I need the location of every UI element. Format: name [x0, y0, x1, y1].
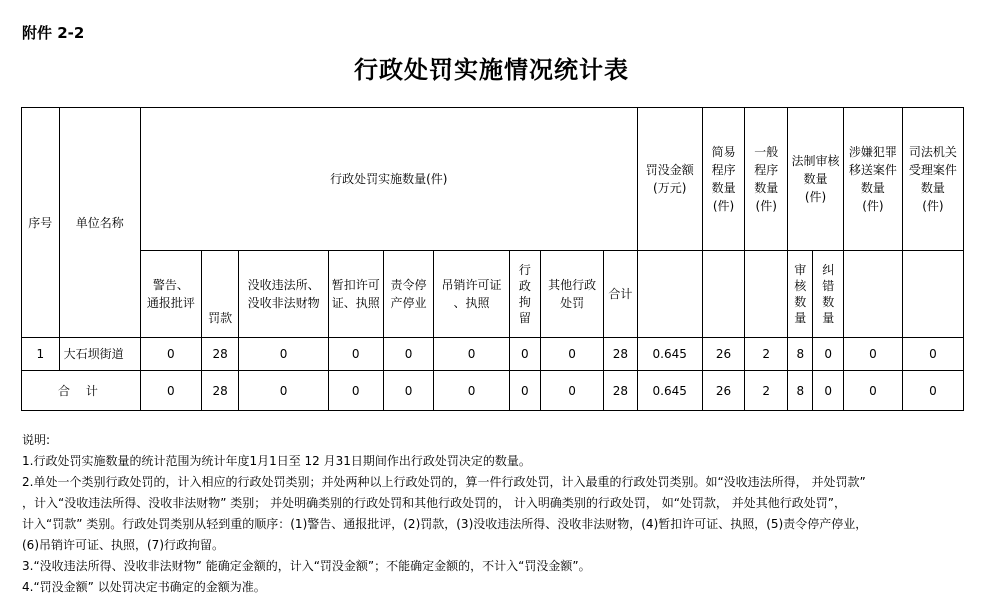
total-judicial: 0 — [902, 371, 963, 411]
total-confiscate: 0 — [239, 371, 328, 411]
notes-section — [22, 430, 967, 598]
header-suspend — [328, 251, 383, 338]
header-impl-count: 行政处罚实施数量(件) — [140, 108, 637, 251]
header-legal-line2: 数量 — [803, 172, 828, 186]
header-penalty-line2: (万元) — [653, 181, 687, 195]
header-warning-line2: 通报批评 — [146, 296, 195, 310]
note-line-6: 3.“没收违法所得、没收非法财物” 能确定金额的，计入“罚没金额”；不能确定金额的，不计入“罚没金额”。 — [22, 559, 591, 573]
header-penalty-amount — [637, 108, 702, 251]
total-detention: 0 — [509, 371, 540, 411]
header-subtotal: 合计 — [604, 251, 638, 338]
header-crime-empty — [843, 251, 902, 338]
header-general-line4: (件) — [755, 199, 777, 213]
header-order-stop-line1: 责令停 — [390, 278, 427, 292]
header-detention — [509, 251, 540, 338]
header-row-2 — [22, 251, 964, 338]
header-simple-empty — [702, 251, 745, 338]
header-legal-line3: (件) — [804, 190, 827, 204]
total-penalty-amount: 0.645 — [637, 371, 702, 411]
cell-warning: 0 — [140, 338, 201, 371]
header-revoke-line1: 吊销许可证 — [441, 278, 502, 292]
header-judicial-accept — [902, 108, 963, 251]
header-other-line1: 其他行政 — [548, 278, 597, 292]
header-penalty-empty — [637, 251, 702, 338]
cell-correct: 0 — [813, 338, 843, 371]
note-line-5: (6)吊销许可证、执照，(7)行政拘留。 — [22, 538, 224, 552]
note-line-1: 1.行政处罚实施数量的统计范围为统计年度1月1日至 12 月31日期间作出行政处罚决定的数量。 — [22, 454, 531, 468]
header-simple-line1: 简易 — [711, 145, 736, 159]
header-general-line1: 一般 — [754, 145, 779, 159]
header-judicial-line1: 司法机关 — [908, 145, 957, 159]
header-simple-line3: 数量 — [711, 181, 736, 195]
header-detention-text: 行政拘留 — [518, 262, 531, 325]
header-other-line2: 处罚 — [560, 296, 585, 310]
cell-simple: 26 — [702, 338, 745, 371]
header-unit-name: 单位名称 — [59, 108, 140, 338]
header-judicial-line4: (件) — [922, 199, 944, 213]
cell-fine: 28 — [201, 338, 239, 371]
cell-penalty-amount: 0.645 — [637, 338, 702, 371]
attachment-label: 附件 2-2 — [22, 24, 85, 42]
header-order-stop-line2: 产停业 — [390, 296, 427, 310]
total-label: 合 计 — [22, 371, 141, 411]
header-suspend-line1: 暂扣许可 — [331, 278, 380, 292]
total-warning: 0 — [140, 371, 201, 411]
total-order-stop: 0 — [383, 371, 434, 411]
header-judicial-empty — [902, 251, 963, 338]
header-confiscate-line2: 没收非法财物 — [247, 296, 320, 310]
header-simple-procedure — [702, 108, 745, 251]
header-crime-line3: 数量 — [860, 181, 885, 195]
header-confiscate-line1: 没收违法所、 — [247, 278, 320, 292]
header-penalty-line1: 罚没金额 — [645, 163, 694, 177]
header-row-1 — [22, 108, 964, 251]
total-row — [22, 371, 964, 411]
header-correct — [813, 251, 843, 338]
header-general-empty — [745, 251, 788, 338]
total-other: 0 — [541, 371, 604, 411]
header-review — [788, 251, 813, 338]
cell-review: 8 — [788, 338, 813, 371]
header-simple-line2: 程序 — [711, 163, 736, 177]
header-revoke-line2: 、执照 — [453, 296, 490, 310]
header-judicial-line2: 受理案件 — [908, 163, 957, 177]
total-revoke: 0 — [434, 371, 509, 411]
header-simple-line4: (件) — [712, 199, 735, 213]
header-judicial-line3: 数量 — [920, 181, 945, 195]
header-general-line3: 数量 — [754, 181, 779, 195]
header-other — [541, 251, 604, 338]
cell-judicial: 0 — [902, 338, 963, 371]
header-suspend-line2: 证、执照 — [331, 296, 380, 310]
total-general: 2 — [745, 371, 788, 411]
page-title: 行政处罚实施情况统计表 — [354, 55, 629, 84]
header-seq: 序号 — [22, 108, 60, 338]
header-fine: 罚款 — [201, 251, 239, 338]
header-review-text: 审核数量 — [794, 262, 807, 325]
note-line-2: 2.单处一个类别行政处罚的，计入相应的行政处罚类别；并处两种以上行政处罚的，算一件行政处罚，计入最重的行政处罚类别。如“没收违法所得， 并处罚款” — [22, 475, 866, 489]
statistics-table — [21, 107, 964, 411]
cell-seq: 1 — [22, 338, 60, 371]
header-confiscate — [239, 251, 328, 338]
total-correct: 0 — [813, 371, 843, 411]
cell-detention: 0 — [509, 338, 540, 371]
cell-suspend: 0 — [328, 338, 383, 371]
header-crime-transfer — [843, 108, 902, 251]
header-crime-line1: 涉嫌犯罪 — [848, 145, 897, 159]
cell-subtotal: 28 — [604, 338, 638, 371]
note-line-4: 计入“罚款” 类别。行政处罚类别从轻到重的顺序：(1)警告、通报批评，(2)罚款，(3)没收违法所得、没收非法财物，(4)暂扣许可证、执照，(5)责令停产停业， — [22, 517, 868, 531]
header-legal-review — [788, 108, 844, 251]
total-suspend: 0 — [328, 371, 383, 411]
header-warning — [140, 251, 201, 338]
note-line-3: ，计入“没收违法所得、没收非法财物” 类别； 并处明确类别的行政处罚和其他行政处罚的， 计入明确类别的行政处罚， 如“处罚款， 并处其他行政处罚”， — [22, 496, 846, 510]
header-revoke — [434, 251, 509, 338]
cell-revoke: 0 — [434, 338, 509, 371]
cell-crime-transfer: 0 — [843, 338, 902, 371]
total-subtotal: 28 — [604, 371, 638, 411]
header-legal-line1: 法制审核 — [791, 154, 840, 168]
table-row — [22, 338, 964, 371]
cell-confiscate: 0 — [239, 338, 328, 371]
cell-order-stop: 0 — [383, 338, 434, 371]
header-crime-line4: (件) — [862, 199, 884, 213]
total-simple: 26 — [702, 371, 745, 411]
header-correct-text: 纠错数量 — [822, 262, 835, 325]
cell-general: 2 — [745, 338, 788, 371]
header-warning-line1: 警告、 — [152, 278, 189, 292]
header-crime-line2: 移送案件 — [848, 163, 897, 177]
total-fine: 28 — [201, 371, 239, 411]
total-crime-transfer: 0 — [843, 371, 902, 411]
header-order-stop — [383, 251, 434, 338]
cell-unit-name: 大石坝街道 — [59, 338, 140, 371]
header-general-line2: 程序 — [754, 163, 779, 177]
header-general-procedure — [745, 108, 788, 251]
cell-other: 0 — [541, 338, 604, 371]
note-line-7: 4.“罚没金额” 以处罚决定书确定的金额为准。 — [22, 580, 266, 594]
total-review: 8 — [788, 371, 813, 411]
notes-heading: 说明: — [22, 433, 51, 447]
